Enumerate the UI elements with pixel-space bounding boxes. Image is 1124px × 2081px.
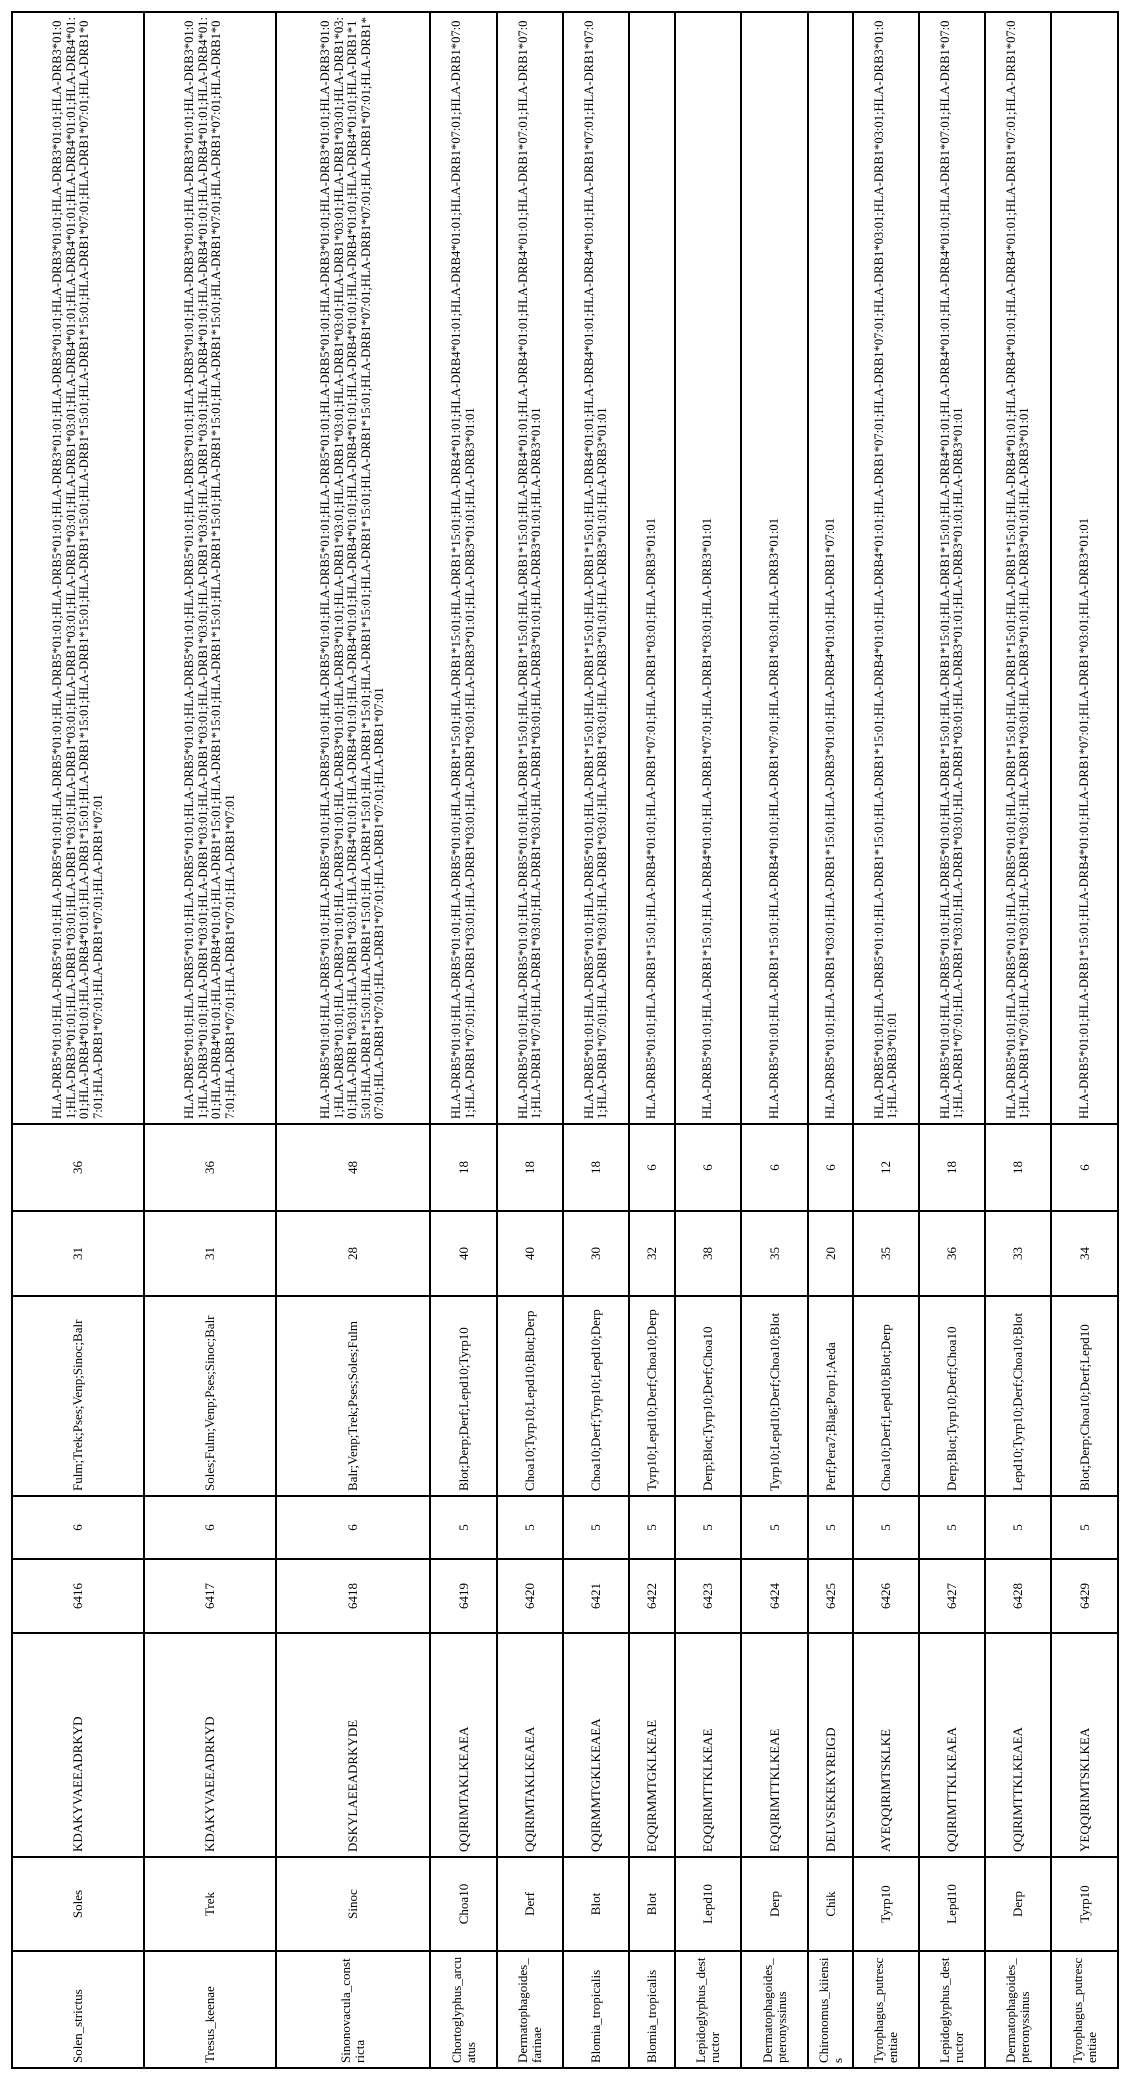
cross-reactive-allergens-cell: Lepd10;Tyrp10;Derf;Choa10;Blot	[985, 1296, 1051, 1496]
peptide-sequence-cell: DELVSEKEKYREIGD	[808, 1633, 853, 1857]
cross-reactive-allergens-cell: Blot;Derp;Choa10;Derf;Lepd10	[1051, 1296, 1118, 1496]
cross-reactive-allergens-cell: Blot;Derp;Derf;Lepd10;Tyrp10	[430, 1296, 497, 1496]
table-row	[985, 12, 1051, 2068]
peptide-id-cell: 6428	[985, 1559, 1051, 1633]
peptide-sequence-cell: AYEQQIRIMTSKLKE	[853, 1633, 919, 1857]
hla-count-cell: 6	[675, 1124, 741, 1211]
peptide-sequence-cell: QQIRIMTTKLKEAEA	[985, 1633, 1051, 1857]
peptide-sequence-cell: YEQQIRIMTSKLKEA	[1051, 1633, 1118, 1857]
peptide-sequence-cell: KDAKYVAEEADRKYD	[12, 1633, 144, 1857]
peptide-id-cell: 6417	[144, 1559, 276, 1633]
hla-alleles-cell: HLA-DRB5*01:01;HLA-DRB5*01:01;HLA-DRB5*01:01;HLA-DRB5*01:01;HLA-DRB5*01:01;HLA-DRB5*01:01;HLA-DRB5*01:01;HLA-DRB5*01:01;HLA-DRB3*01:01;HLA-DRB3*01:01;HLA-DRB3*01:01;HLA-DRB3*01:01;HLA-DRB3*01:01;HLA-DRB3*01:01;HLA-DRB3*01:01;HLA-DRB3*01:01;HLA-DRB1*03:01;HLA-DRB1*03:01;HLA-DRB1*03:01;HLA-DRB1*03:01;HLA-DRB1*03:01;HLA-DRB1*03:01;HLA-DRB1*03:01;HLA-DRB1*03:01;HLA-DRB4*01:01;HLA-DRB4*01:01;HLA-DRB4*01:01;HLA-DRB4*01:01;HLA-DRB4*01:01;HLA-DRB4*01:01;HLA-DRB4*01:01;HLA-DRB4*01:01;HLA-DRB1*15:01;HLA-DRB1*15:01;HLA-DRB1*15:01;HLA-DRB1*15:01;HLA-DRB1*15:01;HLA-DRB1*15:01;HLA-DRB1*15:01;HLA-DRB1*15:01;HLA-DRB1*07:01;HLA-DRB1*07:01;HLA-DRB1*07:01;HLA-DRB1*07:01;HLA-DRB1*07:01;HLA-DRB1*07:01;HLA-DRB1*07:01;HLA-DRB1*07:01	[276, 12, 430, 1124]
hla-count-cell: 6	[741, 1124, 808, 1211]
hla-alleles-cell: HLA-DRB5*01:01;HLA-DRB5*01:01;HLA-DRB5*01:01;HLA-DRB1*15:01;HLA-DRB1*15:01;HLA-DRB1*15:01;HLA-DRB4*01:01;HLA-DRB4*01:01;HLA-DRB4*01:01;HLA-DRB1*07:01;HLA-DRB1*07:01;HLA-DRB1*07:01;HLA-DRB1*03:01;HLA-DRB1*03:01;HLA-DRB1*03:01;HLA-DRB3*01:01;HLA-DRB3*01:01;HLA-DRB3*01:01	[919, 12, 985, 1124]
hla-alleles-cell: HLA-DRB5*01:01;HLA-DRB1*03:01;HLA-DRB1*15:01;HLA-DRB3*01:01;HLA-DRB4*01:01;HLA-DRB1*07:01	[808, 12, 853, 1124]
hla-count-cell: 6	[1051, 1124, 1118, 1211]
table-row	[741, 12, 808, 2068]
value-cell: 34	[1051, 1211, 1118, 1296]
hla-alleles-cell: HLA-DRB5*01:01;HLA-DRB1*15:01;HLA-DRB4*01:01;HLA-DRB1*07:01;HLA-DRB1*03:01;HLA-DRB3*01:01	[1051, 12, 1118, 1124]
value-cell: 33	[985, 1211, 1051, 1296]
value-cell: 31	[144, 1211, 276, 1296]
hla-alleles-cell: HLA-DRB5*01:01;HLA-DRB5*01:01;HLA-DRB5*01:01;HLA-DRB1*15:01;HLA-DRB1*15:01;HLA-DRB1*15:01;HLA-DRB4*01:01;HLA-DRB4*01:01;HLA-DRB4*01:01;HLA-DRB1*07:01;HLA-DRB1*07:01;HLA-DRB1*07:01;HLA-DRB1*03:01;HLA-DRB1*03:01;HLA-DRB1*03:01;HLA-DRB3*01:01;HLA-DRB3*01:01;HLA-DRB3*01:01	[497, 12, 563, 1124]
allergen-abbreviation-cell: Derp	[985, 1857, 1051, 1951]
hla-count-cell: 6	[629, 1124, 675, 1211]
peptide-sequence-cell: DSKYLAEEADRKYDE	[276, 1633, 430, 1857]
peptide-sequence-cell: EQQIRMMTGKLKEAE	[629, 1633, 675, 1857]
species-cell: Tyrophagus_putrescentiae	[1051, 1951, 1118, 2068]
peptide-sequence-cell: QQIRIMTAKLKEAEA	[430, 1633, 497, 1857]
species-cell: Dermatophagoides_pteronyssinus	[741, 1951, 808, 2068]
allergen-count-cell: 5	[808, 1496, 853, 1559]
allergen-abbreviation-cell: Trek	[144, 1857, 276, 1951]
table-row	[276, 12, 430, 2068]
hla-count-cell: 36	[12, 1124, 144, 1211]
cross-reactive-allergens-cell: Choa10;Tyrp10;Lepd10;Blot;Derp	[497, 1296, 563, 1496]
allergen-count-cell: 5	[675, 1496, 741, 1559]
rotated-table-container	[11, 13, 1117, 2069]
peptide-id-cell: 6427	[919, 1559, 985, 1633]
hla-alleles-cell: HLA-DRB5*01:01;HLA-DRB1*15:01;HLA-DRB4*01:01;HLA-DRB1*07:01;HLA-DRB1*03:01;HLA-DRB3*01:01	[675, 12, 741, 1124]
species-cell: Lepidoglyphus_destructor	[919, 1951, 985, 2068]
species-cell: Tresus_keenae	[144, 1951, 276, 2068]
species-cell: Dermatophagoides_pteronyssinus	[985, 1951, 1051, 2068]
cross-reactive-allergens-cell: Fulm;Trek;Pses;Venp;Sinoc;Balr	[12, 1296, 144, 1496]
cross-reactive-allergens-cell: Tyrp10;Lepd10;Derf;Choa10;Derp	[629, 1296, 675, 1496]
hla-count-cell: 18	[497, 1124, 563, 1211]
value-cell: 31	[12, 1211, 144, 1296]
peptide-sequence-cell: QQIRIMTTKLKEAEA	[919, 1633, 985, 1857]
allergen-count-cell: 5	[629, 1496, 675, 1559]
peptide-id-cell: 6420	[497, 1559, 563, 1633]
allergen-count-cell: 5	[497, 1496, 563, 1559]
cross-reactive-allergens-cell: Choa10;Derf;Tyrp10;Lepd10;Derp	[563, 1296, 629, 1496]
hla-alleles-cell: HLA-DRB5*01:01;HLA-DRB5*01:01;HLA-DRB1*15:01;HLA-DRB1*15:01;HLA-DRB4*01:01;HLA-DRB4*01:01;HLA-DRB1*07:01;HLA-DRB1*07:01;HLA-DRB1*03:01;HLA-DRB1*03:01;HLA-DRB3*01:01;HLA-DRB3*01:01	[853, 12, 919, 1124]
table-row	[144, 12, 276, 2068]
allergen-abbreviation-cell: Choa10	[430, 1857, 497, 1951]
hla-count-cell: 18	[985, 1124, 1051, 1211]
allergen-abbreviation-cell: Lepd10	[675, 1857, 741, 1951]
hla-count-cell: 18	[919, 1124, 985, 1211]
value-cell: 40	[430, 1211, 497, 1296]
table-row	[563, 12, 629, 2068]
cross-reactive-allergens-cell: Choa10;Derf;Lepd10;Blot;Derp	[853, 1296, 919, 1496]
allergen-abbreviation-cell: Derp	[741, 1857, 808, 1951]
hla-count-cell: 18	[430, 1124, 497, 1211]
value-cell: 35	[741, 1211, 808, 1296]
hla-count-cell: 18	[563, 1124, 629, 1211]
allergen-abbreviation-cell: Chik	[808, 1857, 853, 1951]
hla-count-cell: 6	[808, 1124, 853, 1211]
value-cell: 20	[808, 1211, 853, 1296]
peptide-id-cell: 6421	[563, 1559, 629, 1633]
hla-alleles-cell: HLA-DRB5*01:01;HLA-DRB5*01:01;HLA-DRB5*01:01;HLA-DRB5*01:01;HLA-DRB5*01:01;HLA-DRB5*01:01;HLA-DRB3*01:01;HLA-DRB3*01:01;HLA-DRB3*01:01;HLA-DRB3*01:01;HLA-DRB3*01:01;HLA-DRB3*01:01;HLA-DRB1*03:01;HLA-DRB1*03:01;HLA-DRB1*03:01;HLA-DRB1*03:01;HLA-DRB1*03:01;HLA-DRB1*03:01;HLA-DRB4*01:01;HLA-DRB4*01:01;HLA-DRB4*01:01;HLA-DRB4*01:01;HLA-DRB4*01:01;HLA-DRB4*01:01;HLA-DRB1*15:01;HLA-DRB1*15:01;HLA-DRB1*15:01;HLA-DRB1*15:01;HLA-DRB1*15:01;HLA-DRB1*15:01;HLA-DRB1*07:01;HLA-DRB1*07:01;HLA-DRB1*07:01;HLA-DRB1*07:01;HLA-DRB1*07:01;HLA-DRB1*07:01	[144, 12, 276, 1124]
peptide-sequence-cell: KDAKYVAEEADRKYD	[144, 1633, 276, 1857]
peptide-id-cell: 6419	[430, 1559, 497, 1633]
allergen-count-cell: 5	[741, 1496, 808, 1559]
species-cell: Sinonovacula_constricta	[276, 1951, 430, 2068]
hla-alleles-cell: HLA-DRB5*01:01;HLA-DRB5*01:01;HLA-DRB5*01:01;HLA-DRB1*15:01;HLA-DRB1*15:01;HLA-DRB1*15:01;HLA-DRB4*01:01;HLA-DRB4*01:01;HLA-DRB4*01:01;HLA-DRB1*07:01;HLA-DRB1*07:01;HLA-DRB1*07:01;HLA-DRB1*03:01;HLA-DRB1*03:01;HLA-DRB1*03:01;HLA-DRB3*01:01;HLA-DRB3*01:01;HLA-DRB3*01:01	[563, 12, 629, 1124]
hla-count-cell: 12	[853, 1124, 919, 1211]
cross-reactive-allergens-cell: Soles;Fulm;Venp;Pses;Sinoc;Balr	[144, 1296, 276, 1496]
cross-reactive-allergens-cell: Tyrp10;Lepd10;Derf;Choa10;Blot	[741, 1296, 808, 1496]
hla-count-cell: 48	[276, 1124, 430, 1211]
species-cell: Tyrophagus_putrescentiae	[853, 1951, 919, 2068]
cross-reactive-allergens-cell: Derp;Blot;Tyrp10;Derf;Choa10	[919, 1296, 985, 1496]
table-row	[629, 12, 675, 2068]
allergen-count-cell: 6	[144, 1496, 276, 1559]
peptide-id-cell: 6424	[741, 1559, 808, 1633]
value-cell: 38	[675, 1211, 741, 1296]
species-cell: Solen_strictus	[12, 1951, 144, 2068]
peptide-id-cell: 6426	[853, 1559, 919, 1633]
table-row	[497, 12, 563, 2068]
cross-reactive-allergens-cell: Derp;Blot;Tyrp10;Derf;Choa10	[675, 1296, 741, 1496]
allergen-abbreviation-cell: Blot	[629, 1857, 675, 1951]
allergen-count-cell: 5	[853, 1496, 919, 1559]
value-cell: 32	[629, 1211, 675, 1296]
table-row	[1051, 12, 1118, 2068]
allergen-count-cell: 6	[12, 1496, 144, 1559]
peptide-id-cell: 6425	[808, 1559, 853, 1633]
allergen-count-cell: 6	[276, 1496, 430, 1559]
species-cell: Chironomus_kiiensis	[808, 1951, 853, 2068]
peptide-sequence-cell: EQQIRIMTTKLKEAE	[741, 1633, 808, 1857]
allergen-count-cell: 5	[563, 1496, 629, 1559]
allergen-abbreviation-cell: Tyrp10	[853, 1857, 919, 1951]
species-cell: Blomia_tropicalis	[563, 1951, 629, 2068]
allergen-count-cell: 5	[919, 1496, 985, 1559]
cross-reactive-allergens-cell: Perf;Pera7;Blag;Porp1;Aeda	[808, 1296, 853, 1496]
table-row	[808, 12, 853, 2068]
hla-alleles-cell: HLA-DRB5*01:01;HLA-DRB1*15:01;HLA-DRB4*01:01;HLA-DRB1*07:01;HLA-DRB1*03:01;HLA-DRB3*01:01	[741, 12, 808, 1124]
hla-alleles-cell: HLA-DRB5*01:01;HLA-DRB1*15:01;HLA-DRB4*01:01;HLA-DRB1*07:01;HLA-DRB1*03:01;HLA-DRB3*01:01	[629, 12, 675, 1124]
table-body	[12, 12, 1118, 2068]
allergen-count-cell: 5	[985, 1496, 1051, 1559]
table-row	[12, 12, 144, 2068]
value-cell: 40	[497, 1211, 563, 1296]
value-cell: 36	[919, 1211, 985, 1296]
allergen-abbreviation-cell: Lepd10	[919, 1857, 985, 1951]
hla-alleles-cell: HLA-DRB5*01:01;HLA-DRB5*01:01;HLA-DRB5*01:01;HLA-DRB1*15:01;HLA-DRB1*15:01;HLA-DRB1*15:01;HLA-DRB4*01:01;HLA-DRB4*01:01;HLA-DRB4*01:01;HLA-DRB1*07:01;HLA-DRB1*07:01;HLA-DRB1*07:01;HLA-DRB1*03:01;HLA-DRB1*03:01;HLA-DRB1*03:01;HLA-DRB3*01:01;HLA-DRB3*01:01;HLA-DRB3*01:01	[985, 12, 1051, 1124]
value-cell: 28	[276, 1211, 430, 1296]
hla-alleles-cell: HLA-DRB5*01:01;HLA-DRB5*01:01;HLA-DRB5*01:01;HLA-DRB5*01:01;HLA-DRB5*01:01;HLA-DRB5*01:01;HLA-DRB3*01:01;HLA-DRB3*01:01;HLA-DRB3*01:01;HLA-DRB3*01:01;HLA-DRB3*01:01;HLA-DRB3*01:01;HLA-DRB1*03:01;HLA-DRB1*03:01;HLA-DRB1*03:01;HLA-DRB1*03:01;HLA-DRB1*03:01;HLA-DRB1*03:01;HLA-DRB4*01:01;HLA-DRB4*01:01;HLA-DRB4*01:01;HLA-DRB4*01:01;HLA-DRB4*01:01;HLA-DRB4*01:01;HLA-DRB1*15:01;HLA-DRB1*15:01;HLA-DRB1*15:01;HLA-DRB1*15:01;HLA-DRB1*15:01;HLA-DRB1*15:01;HLA-DRB1*07:01;HLA-DRB1*07:01;HLA-DRB1*07:01;HLA-DRB1*07:01;HLA-DRB1*07:01;HLA-DRB1*07:01	[12, 12, 144, 1124]
peptide-sequence-cell: EQQIRIMTTKLKEAE	[675, 1633, 741, 1857]
species-cell: Chortoglyphus_arcuatus	[430, 1951, 497, 2068]
peptide-id-cell: 6429	[1051, 1559, 1118, 1633]
species-cell: Lepidoglyphus_destructor	[675, 1951, 741, 2068]
epitope-table	[11, 11, 1119, 2069]
peptide-sequence-cell: QQIRMMTGKLKEAEA	[563, 1633, 629, 1857]
hla-count-cell: 36	[144, 1124, 276, 1211]
species-cell: Blomia_tropicalis	[629, 1951, 675, 2068]
species-cell: Dermatophagoides_farinae	[497, 1951, 563, 2068]
peptide-sequence-cell: QQIRIMTAKLKEAEA	[497, 1633, 563, 1857]
value-cell: 35	[853, 1211, 919, 1296]
table-row	[919, 12, 985, 2068]
peptide-id-cell: 6423	[675, 1559, 741, 1633]
table-row	[675, 12, 741, 2068]
peptide-id-cell: 6418	[276, 1559, 430, 1633]
table-row	[430, 12, 497, 2068]
allergen-abbreviation-cell: Tyrp10	[1051, 1857, 1118, 1951]
peptide-id-cell: 6416	[12, 1559, 144, 1633]
allergen-abbreviation-cell: Sinoc	[276, 1857, 430, 1951]
allergen-abbreviation-cell: Blot	[563, 1857, 629, 1951]
table-row	[853, 12, 919, 2068]
allergen-count-cell: 5	[430, 1496, 497, 1559]
value-cell: 30	[563, 1211, 629, 1296]
peptide-id-cell: 6422	[629, 1559, 675, 1633]
cross-reactive-allergens-cell: Balr;Venp;Trek;Pses;Soles;Fulm	[276, 1296, 430, 1496]
hla-alleles-cell: HLA-DRB5*01:01;HLA-DRB5*01:01;HLA-DRB5*01:01;HLA-DRB1*15:01;HLA-DRB1*15:01;HLA-DRB1*15:01;HLA-DRB4*01:01;HLA-DRB4*01:01;HLA-DRB4*01:01;HLA-DRB1*07:01;HLA-DRB1*07:01;HLA-DRB1*07:01;HLA-DRB1*03:01;HLA-DRB1*03:01;HLA-DRB1*03:01;HLA-DRB3*01:01;HLA-DRB3*01:01;HLA-DRB3*01:01	[430, 12, 497, 1124]
allergen-abbreviation-cell: Soles	[12, 1857, 144, 1951]
allergen-abbreviation-cell: Derf	[497, 1857, 563, 1951]
allergen-count-cell: 5	[1051, 1496, 1118, 1559]
